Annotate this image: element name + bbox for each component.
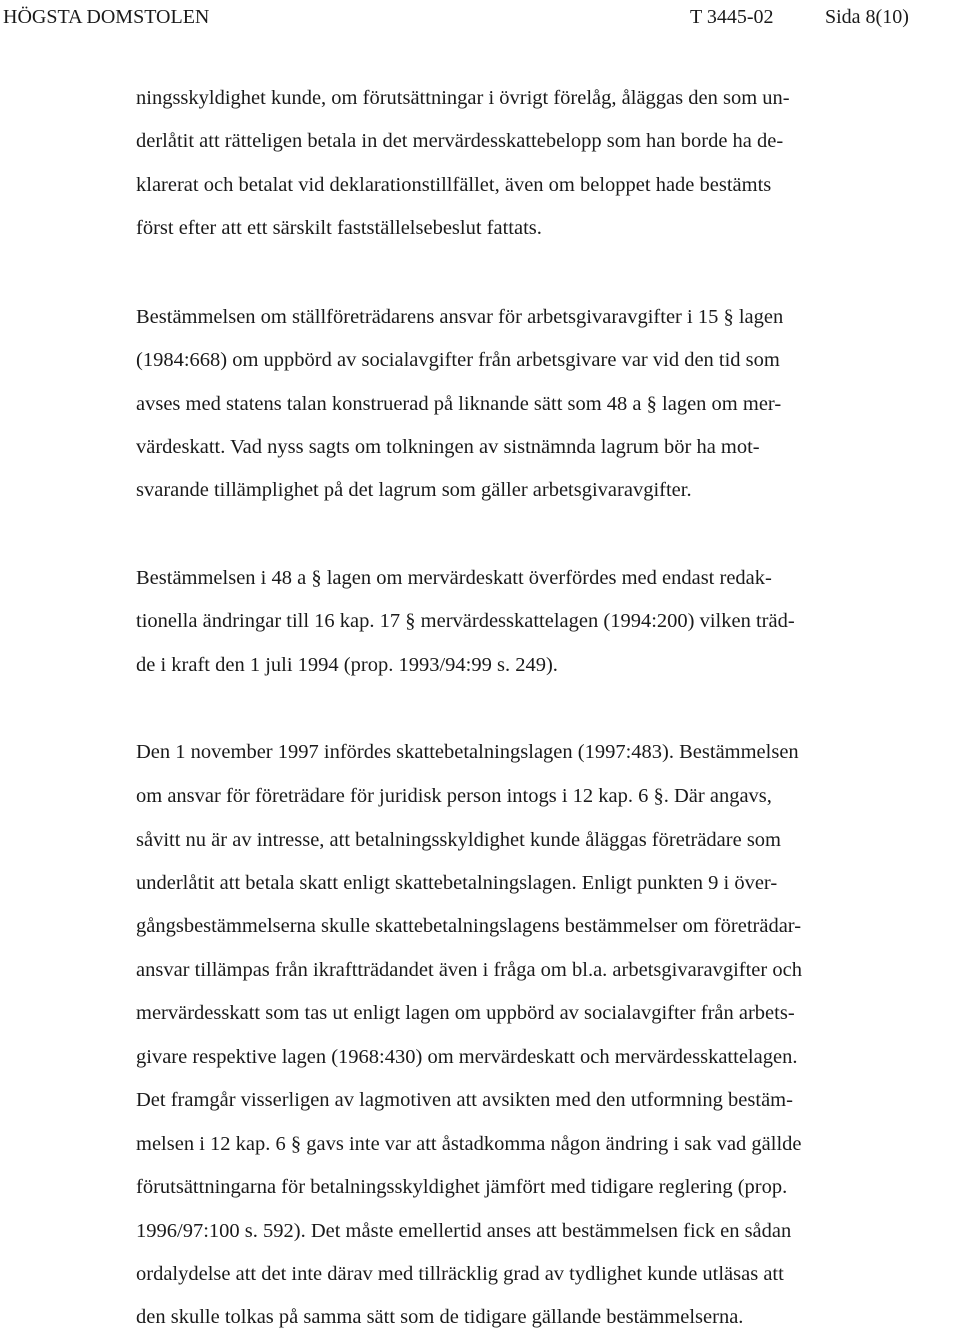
court-name: HÖGSTA DOMSTOLEN [3,6,210,28]
text-line: Bestämmelsen om ställföreträdarens ansvar för arbetsgivaravgifter i 15 § lagen [136,306,784,328]
case-number: T 3445-02 [690,6,774,28]
text-line: Den 1 november 1997 infördes skattebetalningslagen (1997:483). Bestämmelsen [136,741,799,763]
text-line: Bestämmelsen i 48 a § lagen om mervärdeskatt överfördes med endast redak- [136,567,772,589]
text-line: svarande tillämplighet på det lagrum som gäller arbetsgivaravgifter. [136,479,692,501]
text-line: värdeskatt. Vad nyss sagts om tolkningen av sistnämnda lagrum bör ha mot- [136,436,760,458]
text-line: mervärdesskatt som tas ut enligt lagen om uppbörd av socialavgifter från arbets- [136,1002,795,1024]
text-line: om ansvar för företrädare för juridisk person intogs i 12 kap. 6 §. Där angavs, [136,785,772,807]
text-line: ordalydelse att det inte därav med tillräcklig grad av tydlighet kunde utläsas att [136,1263,784,1285]
text-line: givare respektive lagen (1968:430) om mervärdeskatt och mervärdesskattelagen. [136,1046,798,1068]
text-line: gångsbestämmelserna skulle skattebetalningslagens bestämmelser om företrädar- [136,915,802,937]
text-line: tionella ändringar till 16 kap. 17 § mervärdesskattelagen (1994:200) vilken träd- [136,610,795,632]
page-number: Sida 8(10) [825,6,909,28]
text-line: (1984:668) om uppbörd av socialavgifter från arbetsgivare var vid den tid som [136,349,780,371]
text-line: melsen i 12 kap. 6 § gavs inte var att åstadkomma någon ändring i sak vad gällde [136,1133,802,1155]
text-line: underlåtit att betala skatt enligt skattebetalningslagen. Enligt punkten 9 i över- [136,872,778,894]
text-line: såvitt nu är av intresse, att betalningsskyldighet kunde åläggas företrädare som [136,829,781,851]
text-line: avses med statens talan konstruerad på liknande sätt som 48 a § lagen om mer- [136,393,782,415]
text-line: ningsskyldighet kunde, om förutsättningar i övrigt förelåg, åläggas den som un- [136,87,790,109]
text-line: den skulle tolkas på samma sätt som de tidigare gällande bestämmelserna. [136,1306,744,1328]
text-line: ansvar tillämpas från ikraftträdandet även i fråga om bl.a. arbetsgivaravgifter och [136,959,802,981]
text-line: förutsättningarna för betalningsskyldighet jämfört med tidigare reglering (prop. [136,1176,788,1198]
page-header [0,4,960,30]
text-line: derlåtit att rätteligen betala in det mervärdesskattebelopp som han borde ha de- [136,130,784,152]
text-line: de i kraft den 1 juli 1994 (prop. 1993/94:99 s. 249). [136,654,558,676]
text-line: 1996/97:100 s. 592). Det måste emellertid anses att bestämmelsen fick en sådan [136,1220,792,1242]
text-line: klarerat och betalat vid deklarationstillfället, även om beloppet hade bestämts [136,174,772,196]
text-line: Det framgår visserligen av lagmotiven att avsikten med den utformning bestäm- [136,1089,793,1111]
text-line: först efter att ett särskilt fastställelsebeslut fattats. [136,217,542,239]
